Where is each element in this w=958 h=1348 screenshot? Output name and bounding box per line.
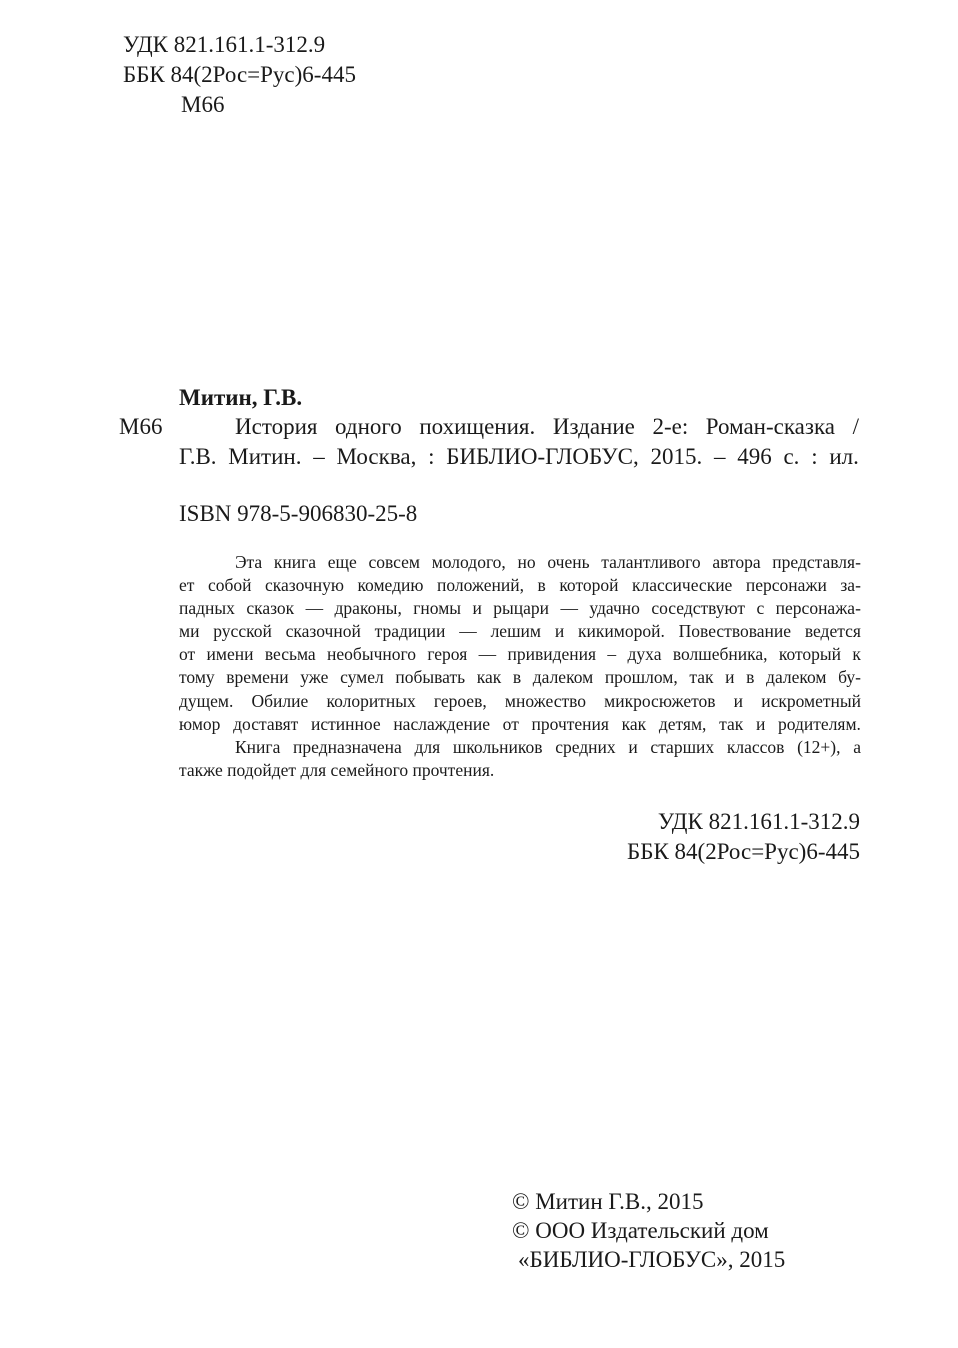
annotation-word: и	[628, 736, 638, 757]
annotation-word: родителям.	[778, 713, 861, 734]
title-word: :	[428, 444, 435, 469]
title-word: с.	[783, 444, 800, 469]
annotation-word: и	[554, 621, 565, 642]
annotation-word: талантливого	[601, 552, 701, 572]
annotation-word: сказок	[246, 598, 295, 619]
annotation-line	[179, 597, 861, 620]
margin-author-code: М66	[119, 414, 163, 439]
annotation-word: истинное	[311, 713, 381, 734]
annotation-word: от	[179, 644, 196, 665]
annotation-word: которой	[559, 575, 619, 596]
annotation-word: классические	[632, 575, 733, 596]
annotation-line	[179, 690, 861, 713]
annotation-word: прочтения	[531, 713, 609, 734]
annotation-word: (12+),	[797, 736, 841, 757]
annotation-word: имени	[206, 644, 254, 665]
annotation-word: с	[756, 598, 765, 619]
title-word: ил.	[829, 444, 859, 469]
annotation-word: персонажа-	[775, 598, 861, 619]
annotation-word: драконы,	[334, 598, 402, 619]
annotation-word: к	[852, 644, 861, 665]
annotation	[179, 551, 861, 782]
annotation-word: в	[512, 667, 522, 688]
annotation-word: привидения	[507, 644, 597, 665]
copyright-block	[512, 1187, 785, 1274]
annotation-word: так	[719, 713, 744, 734]
author-name: Митин, Г.В.	[179, 385, 303, 410]
annotation-word: комедию	[357, 575, 424, 596]
annotation-word: и	[733, 690, 744, 711]
annotation-word: юмор	[179, 713, 221, 734]
title-description	[179, 412, 859, 472]
annotation-word: побывать	[395, 667, 466, 688]
annotation-word: а	[853, 736, 861, 757]
annotation-word: Обилие	[251, 690, 309, 711]
annotation-word: соседствуют	[651, 598, 746, 619]
annotation-word: –	[607, 644, 617, 665]
annotation-word: детям,	[658, 713, 707, 734]
annotation-word: гномы	[413, 598, 462, 619]
annotation-word: кикиморой.	[578, 621, 665, 642]
annotation-word: доставят	[233, 713, 299, 734]
annotation-word: ведется	[804, 621, 861, 642]
annotation-word: автора	[712, 552, 761, 572]
annotation-word: представля-	[772, 552, 861, 572]
annotation-word: Книга	[235, 736, 281, 757]
annotation-word: множество	[504, 690, 587, 711]
title-word: –	[713, 444, 726, 469]
annotation-word: и	[755, 713, 766, 734]
title-line-1	[179, 412, 859, 442]
annotation-word: —	[560, 598, 578, 619]
title-word: :	[811, 444, 818, 469]
annotation-word: весьма	[264, 644, 316, 665]
annotation-word: но	[517, 552, 536, 572]
annotation-word: сказочной	[285, 621, 361, 642]
annotation-word: Повествование	[678, 621, 792, 642]
title-word: 496	[737, 444, 772, 469]
title-word: Г.В.	[179, 444, 217, 469]
annotation-word: собой	[207, 575, 252, 596]
annotation-line	[179, 620, 861, 643]
annotation-word: сумел	[340, 667, 384, 688]
annotation-word: —	[459, 621, 477, 642]
copyright-publisher: © ООО Издательский дом	[512, 1218, 769, 1243]
annotation-word: книга	[273, 552, 317, 572]
annotation-word: предназначена	[293, 736, 402, 757]
annotation-word: и	[472, 598, 482, 619]
annotation-word: традиции	[374, 621, 446, 642]
title-word: История	[235, 414, 318, 439]
annotation-word: падных	[179, 598, 235, 619]
annotation-word: сказочную	[265, 575, 344, 596]
annotation-word: бу-	[838, 667, 861, 688]
annotation-word: рыцари	[493, 598, 550, 619]
title-line-2	[179, 442, 859, 472]
annotation-word: Эта	[235, 552, 263, 572]
annotation-line	[179, 713, 861, 736]
annotation-word: далеком	[532, 667, 594, 688]
annotation-word: дущем.	[179, 690, 234, 711]
annotation-word: персонажи	[745, 575, 827, 596]
header-author-code: М66	[181, 92, 225, 117]
header-bbk: ББК 84(2Рос=Рус)6-445	[123, 62, 356, 87]
annotation-word: уже	[300, 667, 329, 688]
annotation-word: от	[502, 713, 519, 734]
annotation-word: наслаждение	[393, 713, 490, 734]
title-word: –	[313, 444, 325, 469]
annotation-word: —	[305, 598, 324, 619]
annotation-word: средних	[555, 736, 616, 757]
annotation-word: ми	[179, 621, 200, 642]
annotation-word: и	[725, 667, 735, 688]
annotation-word: —	[478, 644, 497, 665]
annotation-word: положений,	[436, 575, 524, 596]
annotation-word: в	[537, 575, 546, 596]
annotation-word: как	[621, 713, 647, 734]
annotation-word: героя	[427, 644, 468, 665]
annotation-word: далеком	[766, 667, 827, 688]
annotation-line	[179, 643, 861, 666]
annotation-line	[179, 666, 861, 689]
annotation-word: искрометный	[761, 690, 861, 711]
annotation-word: еще	[327, 552, 357, 572]
annotation-word: совсем	[368, 552, 421, 572]
annotation-word: так	[689, 667, 714, 688]
annotation-word: удачно	[589, 598, 640, 619]
annotation-word: ет	[179, 575, 195, 596]
footer-udk: УДК 821.161.1-312.9	[657, 809, 860, 834]
annotation-word: духа	[627, 644, 662, 665]
title-word: БИБЛИО-ГЛОБУС,	[446, 444, 639, 469]
annotation-word: микросюжетов	[604, 690, 716, 711]
annotation-word: волшебника,	[672, 644, 768, 665]
title-word: 2015.	[650, 444, 703, 469]
annotation-word: который	[778, 644, 842, 665]
annotation-word: русской	[213, 621, 272, 642]
annotation-word: молодого,	[431, 552, 506, 572]
annotation-word: старших	[650, 736, 715, 757]
annotation-word: лешим	[490, 621, 541, 642]
annotation-word: тому	[179, 667, 215, 688]
annotation-word: времени	[226, 667, 289, 688]
annotation-word: за-	[840, 575, 861, 596]
annotation-word: необычного	[327, 644, 416, 665]
annotation-word: как	[476, 667, 502, 688]
title-word: Издание	[552, 414, 635, 439]
copyright-author: © Митин Г.В., 2015	[512, 1189, 704, 1214]
title-word: Митин.	[228, 444, 302, 469]
annotation-line	[179, 736, 861, 759]
annotation-word: школьников	[452, 736, 543, 757]
annotation-word: героев,	[433, 690, 487, 711]
footer-bbk: ББК 84(2Рос=Рус)6-445	[627, 839, 860, 864]
title-word: 2-е:	[652, 414, 689, 439]
annotation-line	[179, 574, 861, 597]
copyright-publisher-name: «БИБЛИО-ГЛОБУС», 2015	[518, 1247, 786, 1272]
annotation-word: колоритных	[326, 690, 416, 711]
header-udk: УДК 821.161.1-312.9	[123, 32, 326, 57]
title-word: Москва,	[336, 444, 417, 469]
annotation-word: классов	[726, 736, 785, 757]
footer-codes	[627, 807, 860, 867]
annotation-word: для	[414, 736, 441, 757]
title-word: /	[852, 414, 859, 439]
annotation-word: в	[746, 667, 755, 688]
isbn: ISBN 978-5-906830-25-8	[179, 501, 418, 526]
annotation-word: прошлом,	[604, 667, 678, 688]
title-word: одного	[335, 414, 402, 439]
annotation-line	[179, 551, 861, 574]
title-word: похищения.	[419, 414, 536, 439]
title-word: Роман-сказка	[705, 414, 836, 439]
annotation-word: очень	[547, 552, 590, 572]
annotation-line: также подойдет для семейного прочтения.	[179, 759, 495, 780]
